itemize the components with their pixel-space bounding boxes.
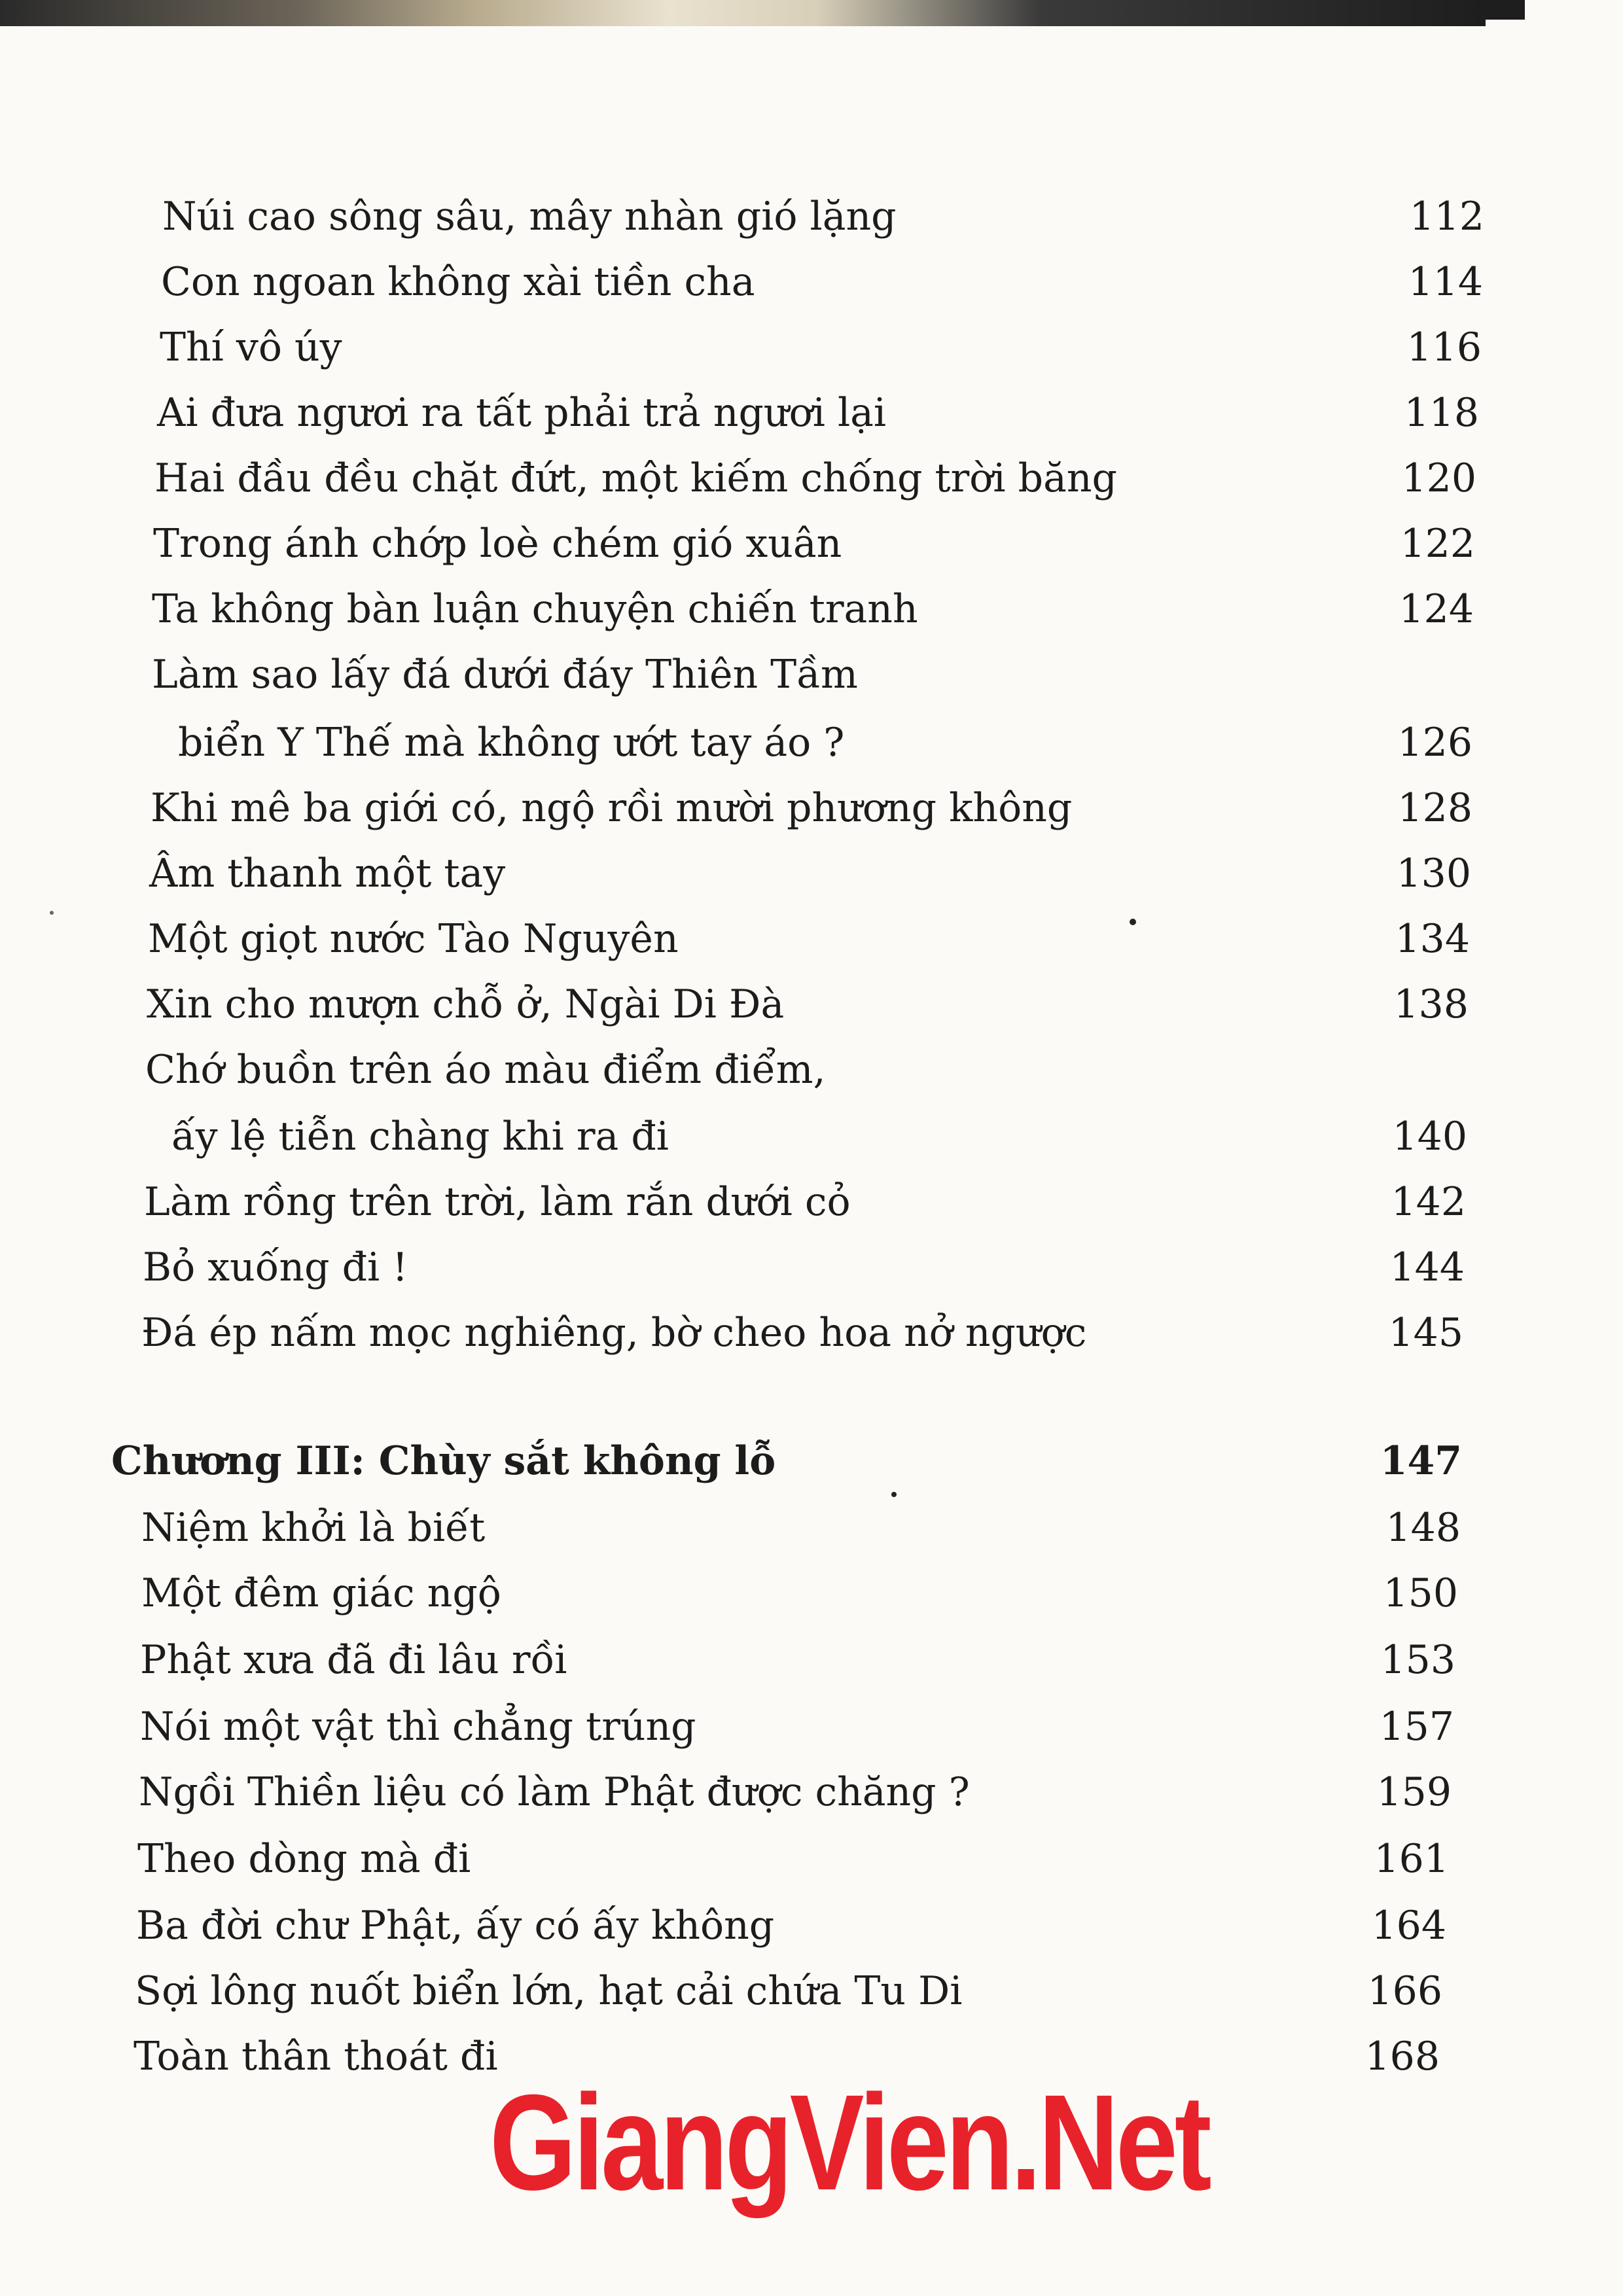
toc-entry-page: 124 [1399,586,1474,632]
toc-entry-page: 118 [1404,390,1479,436]
toc-entry [151,779,1472,838]
toc-entry-page: 116 [1406,325,1482,370]
watermark: GiangVien.Net [490,2067,1209,2219]
toc-entry [144,1173,1466,1231]
toc-entry-title: Chớ buồn trên áo màu điểm điểm, [145,1047,826,1093]
toc-entry-page: 159 [1376,1769,1452,1815]
toc-entry [140,1697,1454,1756]
chapter-title: Chương III: Chùy sắt không lỗ [111,1438,776,1484]
toc-entry-page: 144 [1389,1245,1465,1290]
toc-entry-title: Làm sao lấy đá dưới đáy Thiên Tầm [152,652,858,698]
toc-entry [153,514,1475,573]
toc-entry-title: Âm thanh một tay [149,851,506,896]
toc-entry [145,1040,1454,1099]
toc-entry [157,383,1479,442]
toc-entry-page: 148 [1385,1505,1461,1551]
toc-entry-page: 128 [1397,785,1472,831]
toc-entry-title: Bỏ xuống đi ! [143,1245,408,1290]
toc-entry-title: Ai đưa ngươi ra tất phải trả ngươi lại [157,390,887,436]
toc-entry-page: 138 [1393,981,1469,1027]
toc-entry [148,910,1470,968]
toc-entry-title: Phật xưa đã đi lâu rồi [140,1637,567,1683]
toc-entry-page: 166 [1367,1968,1442,2014]
toc-entry-page: 130 [1396,851,1471,896]
toc-entry-page: 122 [1400,521,1475,567]
toc-entry-title: Khi mê ba giới có, ngộ rồi mười phương không [151,785,1073,831]
print-speck [891,1492,897,1497]
toc-entry-page: 126 [1397,720,1472,766]
toc-entry-page: 168 [1364,2034,1440,2079]
toc-entry-continuation [178,713,1472,772]
toc-entry [161,253,1483,311]
toc-entry-page: 153 [1380,1637,1455,1683]
toc-entry-page: 120 [1401,455,1476,501]
toc-entry-title: biển Y Thế mà không ướt tay áo ? [178,720,845,766]
toc-entry-page: 145 [1388,1310,1463,1356]
print-speck [1130,919,1136,925]
toc-entry [141,1564,1458,1623]
toc-entry-title: Hai đầu đều chặt đứt, một kiếm chống trời băng [154,455,1117,501]
toc-entry [143,1238,1465,1297]
toc-entry-title: Sợi lông nuốt biển lớn, hạt cải chứa Tu Di [135,1968,963,2014]
toc-entry-title: Ngồi Thiền liệu có làm Phật được chăng ? [139,1769,970,1815]
toc-entry [139,1763,1452,1822]
toc-entry [141,1498,1461,1557]
toc-entry-page: 114 [1408,259,1483,305]
toc-entry-title: Trong ánh chớp loè chém gió xuân [153,521,842,567]
toc-entry [162,187,1484,246]
toc-entry-title: Toàn thân thoát đi [134,2034,498,2079]
toc-entry-title: Nói một vật thì chẳng trúng [140,1704,696,1750]
toc-entry [160,318,1482,377]
toc-entry-title: Làm rồng trên trời, làm rắn dưới cỏ [144,1179,851,1225]
toc-entry-title: Xin cho mượn chỗ ở, Ngài Di Đà [147,981,785,1027]
print-speck [50,911,54,915]
toc-entry-title: Thí vô úy [160,325,342,370]
toc-entry-title: Núi cao sông sâu, mây nhàn gió lặng [162,194,897,239]
toc-entry [141,1303,1463,1362]
toc-entry [135,1962,1444,2021]
toc-entry-page: 150 [1383,1570,1458,1616]
toc-entry-title: Một đêm giác ngộ [141,1570,501,1616]
toc-entry [136,1896,1445,1955]
toc-entry [140,1631,1455,1689]
toc-entry [152,580,1474,639]
toc-entry-title: Niệm khởi là biết [141,1505,486,1551]
toc-entry [149,844,1471,903]
toc-entry-title: Ba đời chư Phật, ấy có ấy không [136,1903,775,1949]
toc-chapter-heading [111,1432,1462,1491]
toc-entry-title: Con ngoan không xài tiền cha [161,259,755,305]
toc-entry-continuation [171,1107,1467,1166]
chapter-page: 147 [1380,1438,1462,1484]
toc-entry-page: 140 [1392,1114,1467,1159]
toc-entry [154,449,1476,508]
toc-entry-page: 161 [1374,1836,1449,1882]
toc-entry-title: ấy lệ tiễn chàng khi ra đi [171,1114,669,1159]
toc-entry-title: Đá ép nấm mọc nghiêng, bờ cheo hoa nở ngược [141,1310,1087,1356]
toc-entry-title: Theo dòng mà đi [137,1836,471,1882]
toc-entry-page: 164 [1371,1903,1446,1949]
toc-entry [137,1829,1449,1888]
toc-entry-title: Ta không bàn luận chuyện chiến tranh [152,586,918,632]
toc-entry-page: 134 [1395,916,1470,962]
toc-entry [147,975,1469,1034]
toc-entry [152,645,1461,704]
toc-entry-page: 112 [1409,194,1484,239]
toc-entry-title: Một giọt nước Tào Nguyên [148,916,679,962]
toc-entry-page: 157 [1379,1704,1454,1750]
toc-entry-page: 142 [1391,1179,1466,1225]
